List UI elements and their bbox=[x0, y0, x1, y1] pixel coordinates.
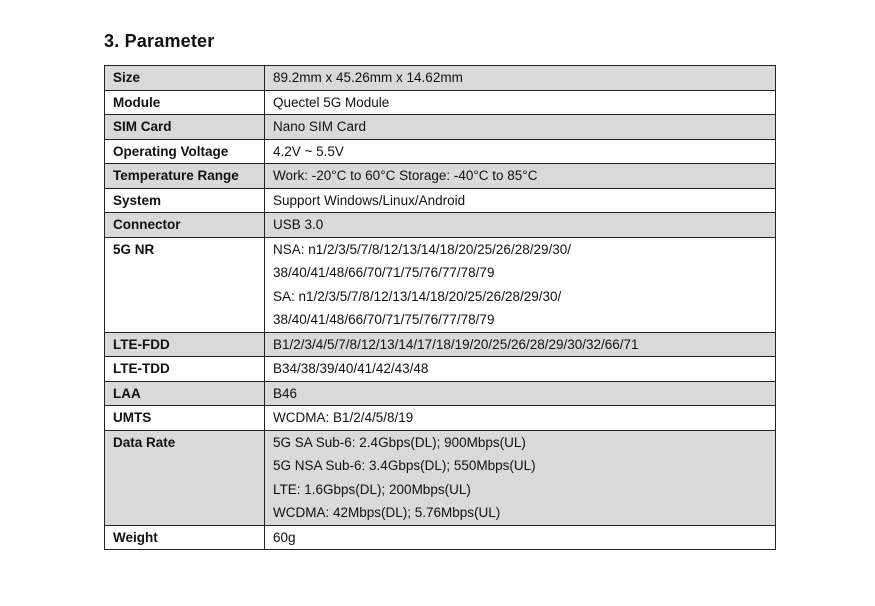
row-value bbox=[265, 332, 776, 357]
table-row-umts bbox=[105, 406, 776, 431]
row-label: UMTS bbox=[105, 406, 265, 431]
value-line: 4.2V ~ 5.5V bbox=[273, 143, 344, 159]
row-value bbox=[265, 188, 776, 213]
row-value bbox=[265, 430, 776, 525]
value-line: WCDMA: 42Mbps(DL); 5.76Mbps(UL) bbox=[273, 505, 501, 520]
table-row-weight bbox=[105, 525, 776, 550]
row-value bbox=[265, 115, 776, 140]
table-row-5g-nr bbox=[105, 237, 776, 332]
parameter-table bbox=[104, 65, 776, 550]
table-row-laa bbox=[105, 381, 776, 406]
value-line: Quectel 5G Module bbox=[273, 94, 390, 110]
table-row-connector bbox=[105, 213, 776, 238]
row-value bbox=[265, 90, 776, 115]
value-line: Support Windows/Linux/Android bbox=[273, 192, 466, 208]
row-value bbox=[265, 381, 776, 406]
row-value bbox=[265, 164, 776, 189]
table-row-temperature-range bbox=[105, 164, 776, 189]
section-heading: 3. Parameter bbox=[104, 31, 215, 51]
row-label: Size bbox=[105, 66, 265, 91]
row-value bbox=[265, 525, 776, 550]
value-line: 5G NSA Sub-6: 3.4Gbps(DL); 550Mbps(UL) bbox=[273, 458, 536, 473]
value-line: 89.2mm x 45.26mm x 14.62mm bbox=[273, 70, 463, 85]
row-label: Temperature Range bbox=[105, 164, 265, 189]
value-line: USB 3.0 bbox=[273, 217, 324, 232]
table-row-size bbox=[105, 66, 776, 91]
value-line: B34/38/39/40/41/42/43/48 bbox=[273, 361, 429, 376]
row-value bbox=[265, 66, 776, 91]
row-label: System bbox=[105, 188, 265, 213]
row-label: Data Rate bbox=[105, 430, 265, 525]
row-value bbox=[265, 237, 776, 332]
table-row-module bbox=[105, 90, 776, 115]
row-value bbox=[265, 213, 776, 238]
table-row-system bbox=[105, 188, 776, 213]
row-value bbox=[265, 406, 776, 431]
row-value bbox=[265, 139, 776, 164]
table-row-data-rate bbox=[105, 430, 776, 525]
value-line: Work: -20°C to 60°C Storage: -40°C to 85°C bbox=[273, 168, 538, 183]
row-label: LTE-TDD bbox=[105, 357, 265, 382]
value-line: 5G SA Sub-6: 2.4Gbps(DL); 900Mbps(UL) bbox=[273, 434, 526, 450]
value-line: WCDMA: B1/2/4/5/8/19 bbox=[273, 410, 414, 425]
row-label: 5G NR bbox=[105, 237, 265, 332]
row-label: Weight bbox=[105, 525, 265, 550]
table-row-operating-voltage bbox=[105, 139, 776, 164]
value-line: 38/40/41/48/66/70/71/75/76/77/78/79 bbox=[273, 265, 495, 280]
table-row-sim-card bbox=[105, 115, 776, 140]
row-value bbox=[265, 357, 776, 382]
value-line: Nano SIM Card bbox=[273, 119, 367, 134]
value-line: B1/2/3/4/5/7/8/12/13/14/17/18/19/20/25/26/28/29/30/32/66/71 bbox=[273, 336, 639, 352]
table-row-lte-tdd bbox=[105, 357, 776, 382]
row-label: LAA bbox=[105, 381, 265, 406]
row-label: SIM Card bbox=[105, 115, 265, 140]
row-label: Connector bbox=[105, 213, 265, 238]
row-label: Operating Voltage bbox=[105, 139, 265, 164]
value-line: 60g bbox=[273, 529, 296, 545]
value-line: NSA: n1/2/3/5/7/8/12/13/14/18/20/25/26/28/29/30/ bbox=[273, 241, 571, 257]
value-line: B46 bbox=[273, 385, 298, 401]
table-row-lte-fdd bbox=[105, 332, 776, 357]
row-label: LTE-FDD bbox=[105, 332, 265, 357]
row-label: Module bbox=[105, 90, 265, 115]
value-line: SA: n1/2/3/5/7/8/12/13/14/18/20/25/26/28/29/30/ bbox=[273, 288, 562, 304]
value-line: 38/40/41/48/66/70/71/75/76/77/78/79 bbox=[273, 312, 495, 327]
value-line: LTE: 1.6Gbps(DL); 200Mbps(UL) bbox=[273, 481, 471, 497]
